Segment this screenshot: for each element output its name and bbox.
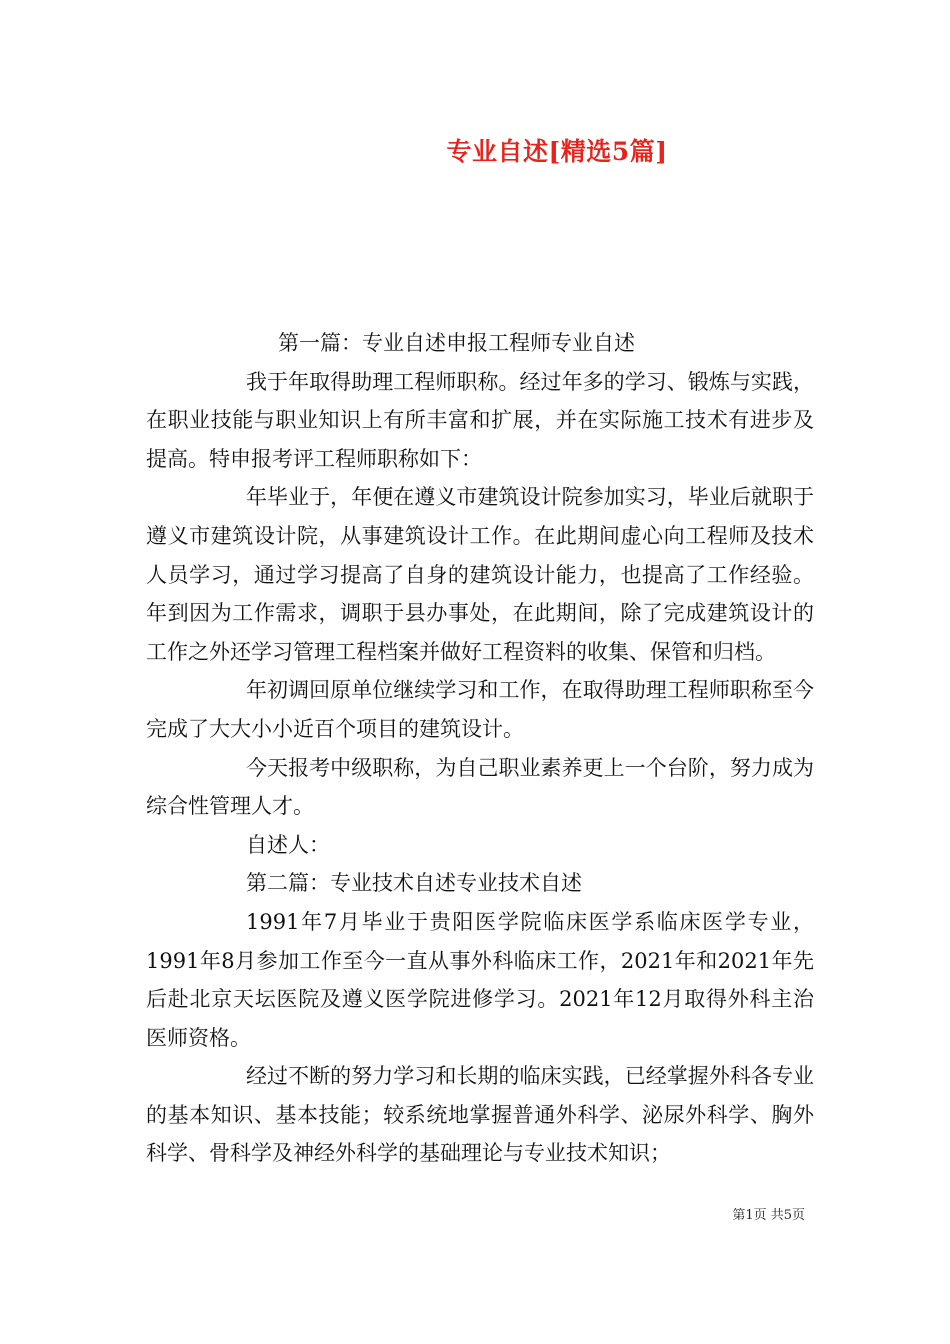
section-heading-1: 第一篇：专业自述申报工程师专业自述 — [278, 331, 635, 355]
page-number-footer: 第1页 共5页 — [732, 1208, 805, 1223]
paragraph-3: 年初调回原单位继续学习和工作，在取得助理工程师职称至今完成了大大小小近百个项目的建筑设计。 — [146, 678, 814, 741]
document-title: 专业自述[精选5篇] — [446, 137, 668, 166]
paragraph-1: 我于年取得助理工程师职称。经过年多的学习、锻炼与实践，在职业技能与职业知识上有所丰富和扩展，并在实际施工技术有进步及提高。特申报考评工程师职称如下： — [146, 369, 814, 471]
document-body — [146, 324, 814, 1173]
paragraph-6: 经过不断的努力学习和长期的临床实践，已经掌握外科各专业的基本知识、基本技能；较系统地掌握普通外科学、泌尿外科学、胸外科学、骨科学及神经外科学的基础理论与专业技术知识； — [146, 1064, 814, 1166]
section-heading-2: 第二篇：专业技术自述专业技术自述 — [246, 871, 582, 896]
signature-line: 自述人： — [246, 832, 330, 857]
paragraph-4: 今天报考中级职称，为自己职业素养更上一个台阶，努力成为综合性管理人才。 — [146, 755, 814, 819]
paragraph-2: 年毕业于，年便在遵义市建筑设计院参加实习，毕业后就职于遵义市建筑设计院，从事建筑设计工作。在此期间虚心向工程师及技术人员学习，通过学习提高了自身的建筑设计能力，也提高了工作经验。年到因为工作需求，调职于县办事处，在此期间，除了完成建筑设计的工作之外还学习管理工程档案并做好工程资料的收集、保管和归档。 — [146, 485, 814, 664]
paragraph-5: 1991年7月毕业于贵阳医学院临床医学系临床医学专业，1991年8月参加工作至今一直从事外科临床工作，2021年和2021年先后赴北京天坛医院及遵义医学院进修学习。2021年12月取得外科主治医师资格。 — [146, 909, 814, 1050]
